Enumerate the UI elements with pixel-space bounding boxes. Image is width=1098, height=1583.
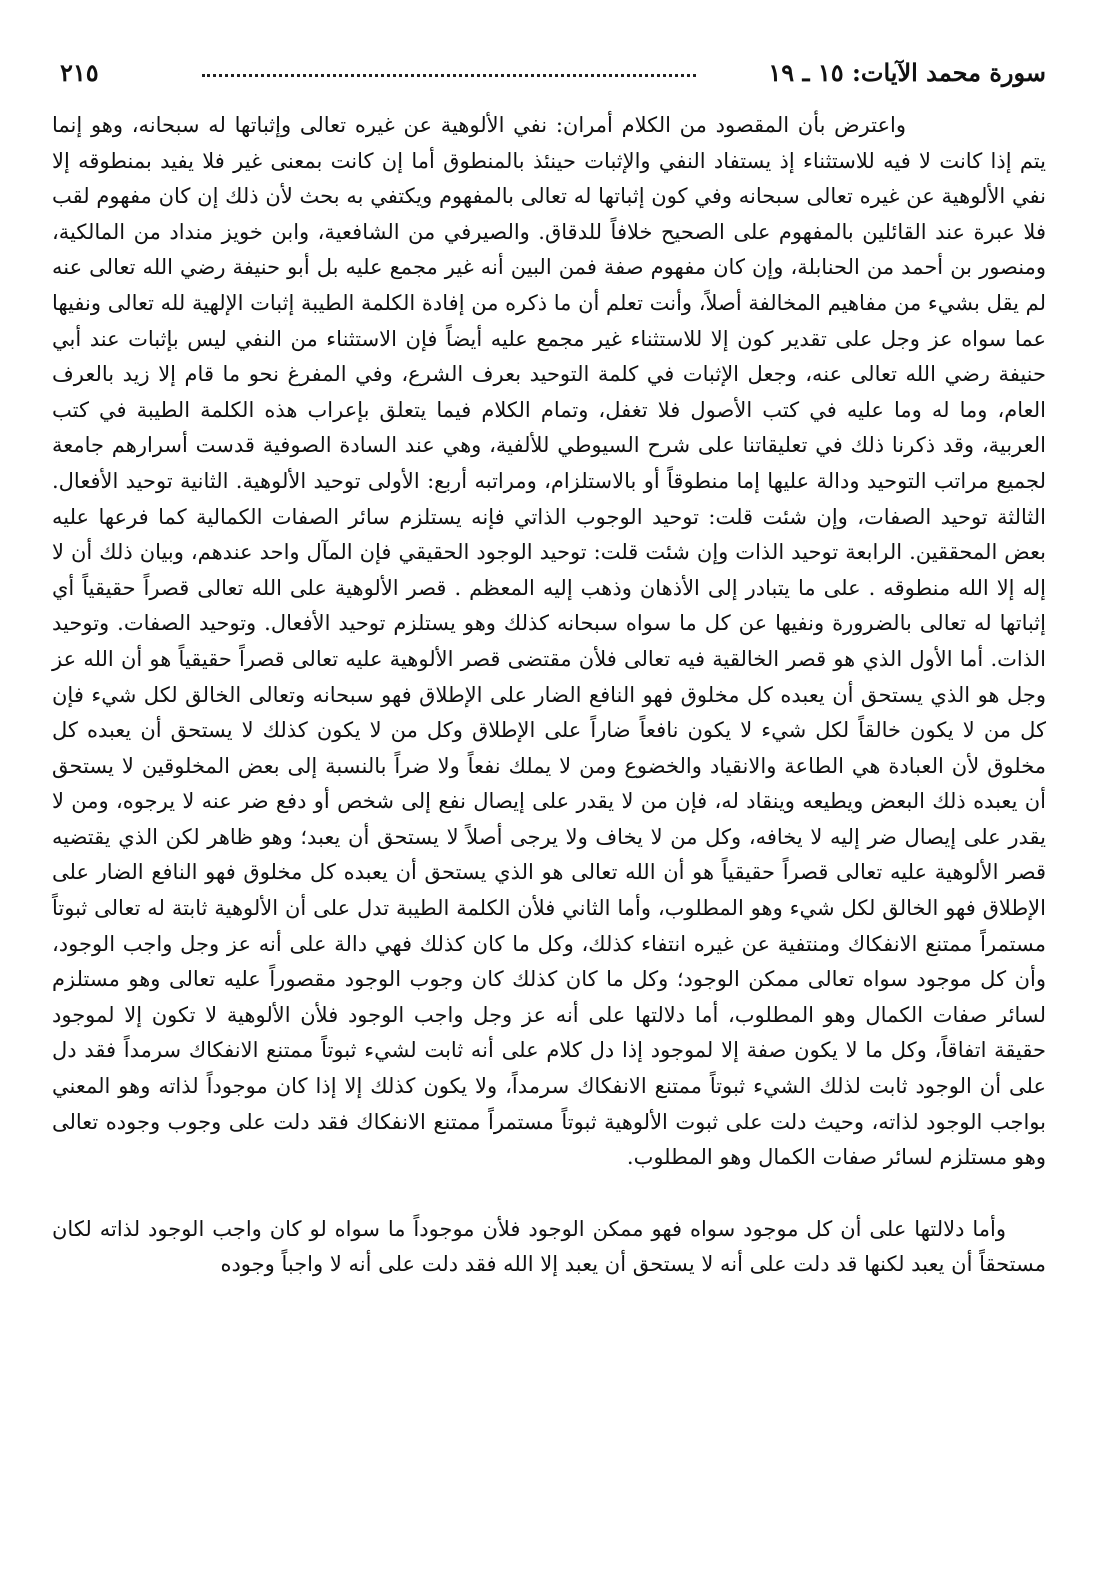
page-number: ٢١٥ bbox=[60, 58, 99, 87]
paragraph-2: وأما دلالتها على أن كل موجود سواه فهو ممكن الوجود فلأن موجوداً ما سواه لو كان واجب الوجود لذاته لكان مستحقاً أن يعبد لكنها قد دلت على أنه لا يستحق أن يعبد إلا الله فقد دلت على أنه لا واجباً وجوده bbox=[52, 1216, 1046, 1277]
header-dotted-leader bbox=[202, 74, 696, 77]
paragraph-1: واعترض بأن المقصود من الكلام أمران: نفي الألوهية عن غيره تعالى وإثباتها له سبحانه، وهو إنما يتم إذا كانت لا فيه للاستثناء إذ يستفاد النفي والإثبات حينئذ بالمنطوق أما إن كانت بمعنى غير فلا يفيد بمنطوقه إلا نفي الألوهية عن غيره تعالى سبحانه وفي كون إثباتها له تعالى بالمفهوم ويكتفي به بحث لأن ذلك إن كان مفهوم لقب فلا عبرة عند القائلين بالمفهوم على الصحيح خلافاً للدقاق. والصيرفي من الشافعية، وابن خويز منداد من المالكية، ومنصور بن أحمد من الحنابلة، وإن كان مفهوم صفة فمن البين أنه غير مجمع عليه بل أبو حنيفة رضي الله تعالى عنه لم يقل بشيء من مفاهيم المخالفة أصلاً، وأنت تعلم أن ما ذكره من إفادة الكلمة الطيبة إثبات الإلهية لله تعالى ونفيها عما سواه عز وجل على تقدير كون إلا للاستثناء غير مجمع عليه أيضاً فإن الاستثناء من النفي ليس بإثبات عند أبي حنيفة رضي الله تعالى عنه، وجعل الإثبات في كلمة التوحيد بعرف الشرع، وفي المفرغ نحو ما قام إلا زيد بالعرف العام، وما له وما عليه في كتب الأصول فلا تغفل، وتمام الكلام فيما يتعلق بإعراب هذه الكلمة الطيبة في كتب العربية، وقد ذكرنا ذلك في تعليقاتنا على شرح السيوطي للألفية، وهي عند السادة الصوفية قدست أسرارهم جامعة لجميع مراتب التوحيد ودالة عليها إما منطوقاً أو بالاستلزام، ومراتبه أربع: الأولى توحيد الألوهية. الثانية توحيد الأفعال. الثالثة توحيد الصفات، وإن شئت قلت: توحيد الوجوب الذاتي فإنه يستلزم سائر الصفات الكمالية كما فرعها عليه بعض المحققين. الرابعة توحيد الذات وإن شئت قلت: توحيد الوجود الحقيقي فإن المآل واحد عندهم، وبيان ذلك أن لا إله إلا الله منطوقه . على ما يتبادر إلى الأذهان وذهب إليه المعظم . قصر الألوهية على الله تعالى قصراً حقيقياً أي إثباتها له تعالى بالضرورة ونفيها عن كل ما سواه سبحانه كذلك وهو يستلزم توحيد الأفعال. وتوحيد الصفات. وتوحيد الذات. أما الأول الذي هو قصر الخالقية فيه تعالى فلأن مقتضى قصر الألوهية عليه تعالى قصراً حقيقياً هو أن الله عز وجل هو الذي يستحق أن يعبده كل مخلوق فهو النافع الضار على الإطلاق فهو سبحانه وتعالى الخالق لكل شيء فإن كل من لا يكون خالقاً لكل شيء لا يكون نافعاً ضاراً على الإطلاق وكل من لا يكون كذلك لا يستحق أن يعبده كل مخلوق لأن العبادة هي الطاعة والانقياد والخضوع ومن لا يملك نفعاً ولا ضراً بالنسبة إلى بعض المخلوقين لا يستحق أن يعبده ذلك البعض ويطيعه وينقاد له، فإن من لا يقدر على إيصال نفع إلى شخص أو دفع ضر عنه لا يرجوه، ومن لا يقدر على إيصال ضر إليه لا يخافه، وكل من لا يخاف ولا يرجى أصلاً لا يستحق أن يعبد؛ وهو ظاهر لكن الذي يقتضيه قصر الألوهية عليه تعالى قصراً حقيقياً هو أن الله تعالى هو الذي يستحق أن يعبده كل مخلوق فهو النافع الضار على الإطلاق فهو الخالق لكل شيء وهو المطلوب، وأما الثاني فلأن الكلمة الطيبة تدل على أن الألوهية ثابتة له تعالى ثبوتاً مستمراً ممتنع الانفكاك ومنتفية عن غيره انتفاء كذلك، وكل ما كان كذلك فهي دالة على أنه عز وجل واجب الوجود، وأن كل موجود سواه تعالى ممكن الوجود؛ وكل ما كان كذلك كان وجوب الوجود مقصوراً عليه تعالى وهو مستلزم لسائر صفات الكمال وهو المطلوب، أما دلالتها على أنه عز وجل واجب الوجود فلأن الألوهية لا تكون إلا لموجود حقيقة اتفاقاً، وكل ما لا يكون صفة إلا لموجود إذا دل كلام على أنه ثابت لشيء ثبوتاً ممتنع الانفكاك سرمداً فقد دل على أن الوجود ثابت لذلك الشيء ثبوتاً ممتنع الانفكاك سرمداً، ولا يكون كذلك إلا إذا كان موجوداً لذاته وهو المعني بواجب الوجود لذاته، وحيث دلت على ثبوت الألوهية ثبوتاً مستمراً ممتنع الانفكاك فقد دلت على وجوب وجوده تعالى وهو مستلزم لسائر صفات الكمال وهو المطلوب. bbox=[52, 113, 1046, 1170]
chapter-title: سورة محمد الآيات: ١٥ ـ ١٩ bbox=[768, 58, 1046, 87]
running-header bbox=[52, 58, 1046, 102]
body-text bbox=[52, 108, 1046, 1283]
